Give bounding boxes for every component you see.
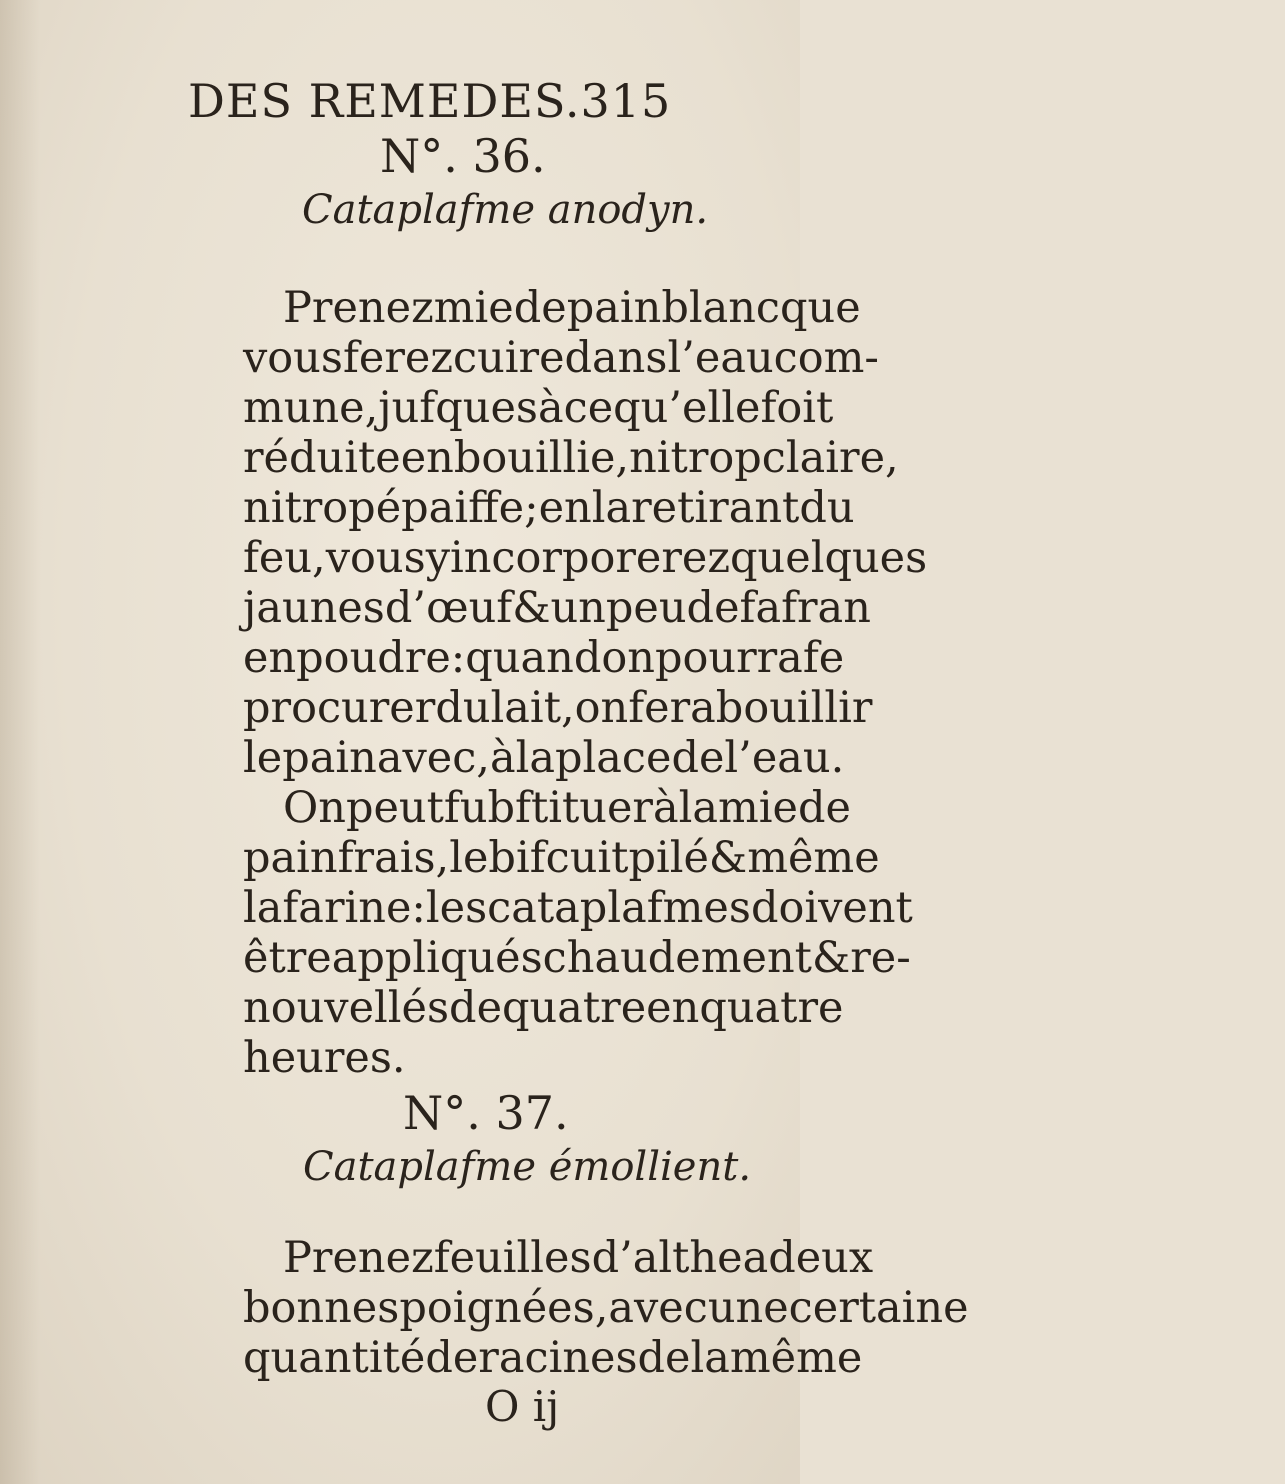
word: quantité <box>243 1333 426 1383</box>
word: , <box>364 383 379 433</box>
word: épaiffe <box>375 483 525 533</box>
word: réduite <box>243 433 401 483</box>
text-line <box>243 883 913 933</box>
word: com- <box>773 333 879 383</box>
word: , <box>594 1283 609 1333</box>
word: un <box>550 583 606 633</box>
word: d’œuf <box>384 583 513 633</box>
text-line <box>243 533 928 583</box>
signature-mark: O ij <box>485 1382 560 1431</box>
word: , <box>885 433 899 483</box>
section-title: Cataplafme anodyn. <box>302 187 709 233</box>
text-line <box>243 1283 969 1333</box>
word: fubftituer <box>443 783 653 833</box>
word: peut <box>345 783 444 833</box>
word: bouillir <box>715 683 873 733</box>
word: pain <box>243 833 338 883</box>
word: jufques <box>378 383 538 433</box>
section-title: Cataplafme émollient. <box>303 1144 752 1190</box>
word: procurer <box>243 683 436 733</box>
word: feu, <box>243 533 326 583</box>
word: Prenez <box>283 1233 434 1283</box>
text-line <box>243 983 844 1033</box>
section-number: N°. 36. <box>380 129 546 183</box>
word: même <box>729 1333 863 1383</box>
text-line <box>243 783 851 833</box>
word: bonnes <box>243 1283 400 1333</box>
word: quatre <box>502 983 647 1033</box>
word: & <box>512 583 551 633</box>
text-line <box>243 1333 863 1383</box>
text-line <box>243 333 879 383</box>
word: le <box>243 733 283 783</box>
word: on <box>574 683 629 733</box>
word: cataplafmes <box>487 883 751 933</box>
word: trop <box>670 433 762 483</box>
word: poignées <box>399 1283 595 1333</box>
word: à <box>489 733 516 783</box>
word: même <box>747 833 880 883</box>
word: d’althea <box>591 1233 769 1283</box>
word: de <box>513 283 567 333</box>
text-line <box>243 1233 874 1283</box>
word: dans <box>564 333 668 383</box>
word: à <box>652 783 679 833</box>
word: certaine <box>788 1283 969 1333</box>
word: de <box>686 583 740 633</box>
word: mie <box>718 783 798 833</box>
word: en <box>243 633 297 683</box>
word: On <box>283 783 346 833</box>
word: ; <box>524 483 539 533</box>
word: l’eau <box>667 333 774 383</box>
running-title: DES REMEDES. <box>188 74 581 128</box>
word: fe <box>802 633 845 683</box>
word: en <box>400 433 454 483</box>
running-header <box>188 74 672 128</box>
word: retirant <box>631 483 800 533</box>
text-line <box>243 733 845 783</box>
word: fera <box>628 683 716 733</box>
word: pourra <box>654 633 803 683</box>
word: trop <box>284 483 376 533</box>
word: l’eau. <box>724 733 845 783</box>
section-body <box>243 283 928 1083</box>
word: place <box>554 733 672 783</box>
word: avec <box>608 1283 708 1333</box>
word: vous <box>243 333 343 383</box>
section-body <box>243 1233 969 1383</box>
word: quand <box>465 633 602 683</box>
word: racines <box>478 1333 638 1383</box>
word: y <box>425 533 450 583</box>
word: farine <box>282 883 412 933</box>
word: en <box>538 483 592 533</box>
word: la <box>515 733 555 783</box>
word: avec, <box>376 733 490 783</box>
word: ni <box>243 483 285 533</box>
word: en <box>646 983 700 1033</box>
word: bouillie, <box>453 433 630 483</box>
word: appliqués <box>331 933 543 983</box>
word: & <box>811 933 851 983</box>
word: que <box>780 283 861 333</box>
word: ni <box>629 433 671 483</box>
word: de <box>637 1333 691 1383</box>
word: Prenez <box>283 283 434 333</box>
word: claire <box>761 433 886 483</box>
word: : <box>411 883 426 933</box>
word: chaudement <box>542 933 812 983</box>
word: cuire <box>452 333 565 383</box>
text-line <box>243 683 873 733</box>
word: quelques <box>730 533 928 583</box>
word: être <box>243 933 332 983</box>
page-number: 315 <box>580 74 672 128</box>
word: de <box>671 733 725 783</box>
page-gutter-shadow <box>0 0 40 1484</box>
word: vous <box>325 533 426 583</box>
word: incorporerez <box>449 533 731 583</box>
word: foit <box>760 383 834 433</box>
word: & <box>708 833 748 883</box>
text-line <box>243 433 899 483</box>
word: nouvellés <box>243 983 450 1033</box>
word: doivent <box>750 883 913 933</box>
word: du <box>799 483 855 533</box>
word: la <box>678 783 718 833</box>
word: poudre <box>296 633 451 683</box>
word: bifcuit <box>488 833 629 883</box>
word: de <box>797 783 851 833</box>
word: la <box>243 883 283 933</box>
text-line: heures. <box>243 1033 406 1083</box>
word: pain <box>282 733 377 783</box>
word: pain <box>566 283 662 333</box>
word: de <box>425 1333 479 1383</box>
word: lait, <box>490 683 575 733</box>
word: frais, <box>337 833 450 883</box>
text-line <box>243 583 871 633</box>
word: ferez <box>342 333 453 383</box>
text-line <box>243 833 880 883</box>
word: qu’elle <box>613 383 761 433</box>
text-line <box>243 483 855 533</box>
section-number: N°. 37. <box>403 1086 569 1140</box>
word: fafran <box>739 583 871 633</box>
word: la <box>690 1333 730 1383</box>
text-line <box>243 383 834 433</box>
word: blanc <box>661 283 781 333</box>
word: : <box>450 633 466 683</box>
word: la <box>591 483 632 533</box>
word: quatre <box>699 983 844 1033</box>
word: peu <box>605 583 687 633</box>
text-line <box>243 933 911 983</box>
word: les <box>425 883 488 933</box>
word: mune <box>243 383 365 433</box>
word: on <box>601 633 655 683</box>
word: à <box>537 383 564 433</box>
word: du <box>435 683 491 733</box>
word: de <box>449 983 503 1033</box>
word: re- <box>850 933 911 983</box>
word: ce <box>563 383 614 433</box>
text-line <box>243 283 861 333</box>
text-line <box>243 633 845 683</box>
word: une <box>707 1283 789 1333</box>
word: mie <box>433 283 514 333</box>
word: pilé <box>628 833 709 883</box>
word: le <box>449 833 489 883</box>
word: jaunes <box>243 583 385 633</box>
word: deux <box>768 1233 874 1283</box>
word: feuilles <box>433 1233 592 1283</box>
